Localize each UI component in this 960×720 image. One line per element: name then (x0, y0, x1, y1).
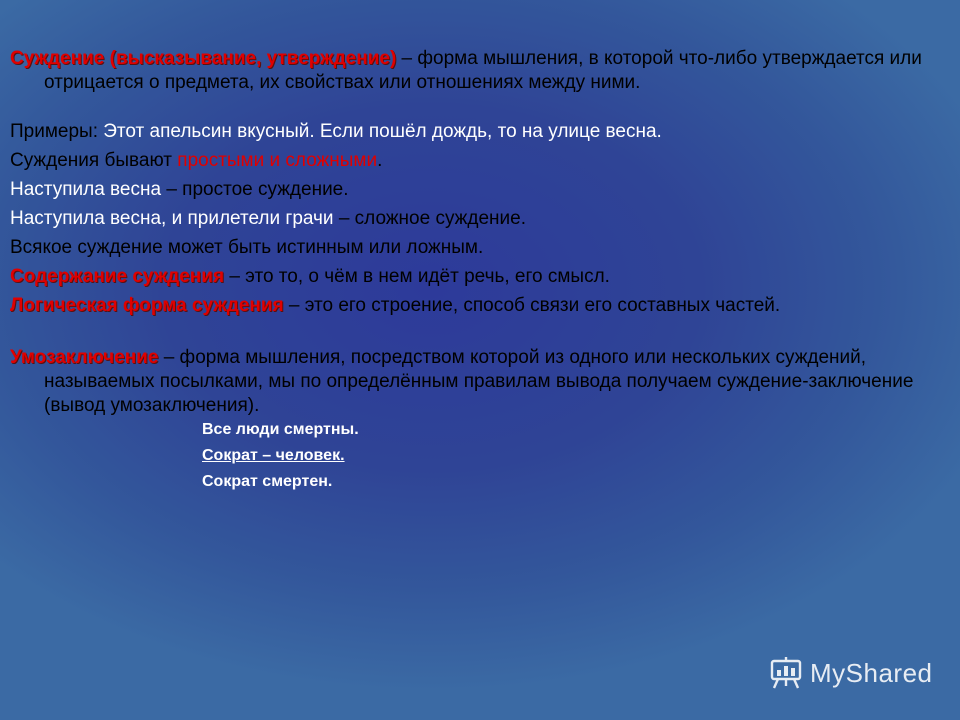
truth-text: Всякое суждение может быть истинным или ложным. (10, 237, 484, 258)
term-logical-form: Логическая форма суждения (10, 295, 284, 316)
complex-judgment-example: Наступила весна, и прилетели грачи (10, 208, 334, 229)
logical-form-definition-text: – это его строение, способ связи его составных частей. (283, 295, 781, 316)
complex-judgment-line (10, 207, 940, 231)
inference-definition (10, 346, 960, 418)
syllogism-premise-1: Все люди смертны. (202, 421, 359, 438)
definition-judgment-text: – форма мышления, в которой что-либо утверждается или отрицается о предмета, их свойствах или отношениях между ними. (44, 48, 922, 93)
inference-definition-text: – форма мышления, посредством которой из одного или нескольких суждений, называемых посылками, мы по определённым правилам вывода получаем суждение-заключение (вывод умозаключения). (44, 347, 914, 416)
truth-line (10, 236, 940, 260)
definition-judgment (10, 47, 960, 95)
judgment-types-end: . (377, 150, 383, 171)
complex-judgment-label: – сложное суждение. (333, 208, 526, 229)
simple-judgment-line (10, 178, 940, 202)
judgment-types-line (10, 149, 940, 173)
simple-judgment-label: – простое суждение. (161, 179, 349, 200)
term-judgment: Суждение (высказывание, утверждение) (10, 48, 397, 69)
examples-line (10, 120, 940, 144)
syllogism-conclusion: Сократ смертен. (202, 473, 333, 490)
syllogism-premise-2: Сократ – человек. (202, 447, 345, 464)
judgment-types-highlight: простыми и сложными (177, 150, 378, 171)
myshared-logo (768, 656, 933, 690)
content-definition-text: – это то, о чём в нем идёт речь, его смысл. (224, 266, 610, 287)
term-content: Содержание суждения (10, 266, 225, 287)
logical-form-definition (10, 294, 960, 318)
judgment-types-text: Суждения бывают (10, 150, 178, 171)
term-inference: Умозаключение (10, 347, 159, 368)
logo-text: MyShared (810, 657, 933, 688)
examples-text: Этот апельсин вкусный. Если пошёл дождь, то на улице весна. (103, 121, 662, 142)
examples-label: Примеры: (10, 121, 104, 142)
simple-judgment-example: Наступила весна (10, 179, 162, 200)
content-definition (10, 265, 940, 289)
presentation-board-icon (768, 656, 804, 690)
